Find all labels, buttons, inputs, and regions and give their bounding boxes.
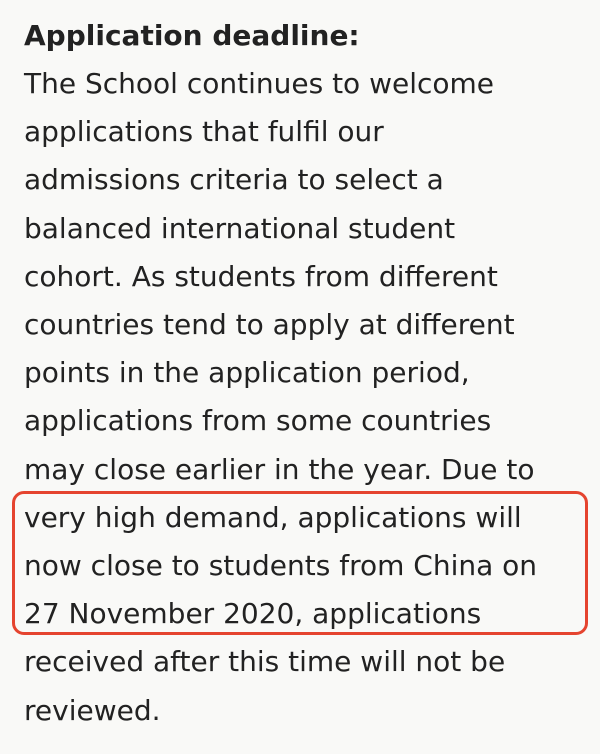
paragraph-line-13: received after this time will not be (24, 645, 506, 679)
paragraph-line-6: countries tend to apply at different (24, 308, 515, 342)
paragraph-line-12: 27 November 2020, applications (24, 597, 482, 631)
paragraph-line-3: admissions criteria to select a (24, 163, 444, 197)
paragraph-line-2: applications that fulfil our (24, 115, 384, 149)
paragraph-line-1: The School continues to welcome (24, 67, 495, 100)
paragraph-line-8: applications from some countries (24, 404, 492, 438)
paragraph-line-7: points in the application period, (24, 356, 470, 390)
paragraph-line-11: now close to students from China on (24, 549, 538, 583)
paragraph-line-9: may close earlier in the year. Due to (24, 452, 535, 486)
highlight-annotation-box (12, 491, 588, 635)
section-heading: Application deadline: (24, 19, 360, 52)
paragraph-line-4: balanced international student (24, 211, 456, 245)
paragraph-line-5: cohort. As students from different (24, 259, 498, 293)
paragraph-line-14: reviewed. (24, 693, 161, 727)
paragraph-line-10: very high demand, applications will (24, 500, 522, 534)
